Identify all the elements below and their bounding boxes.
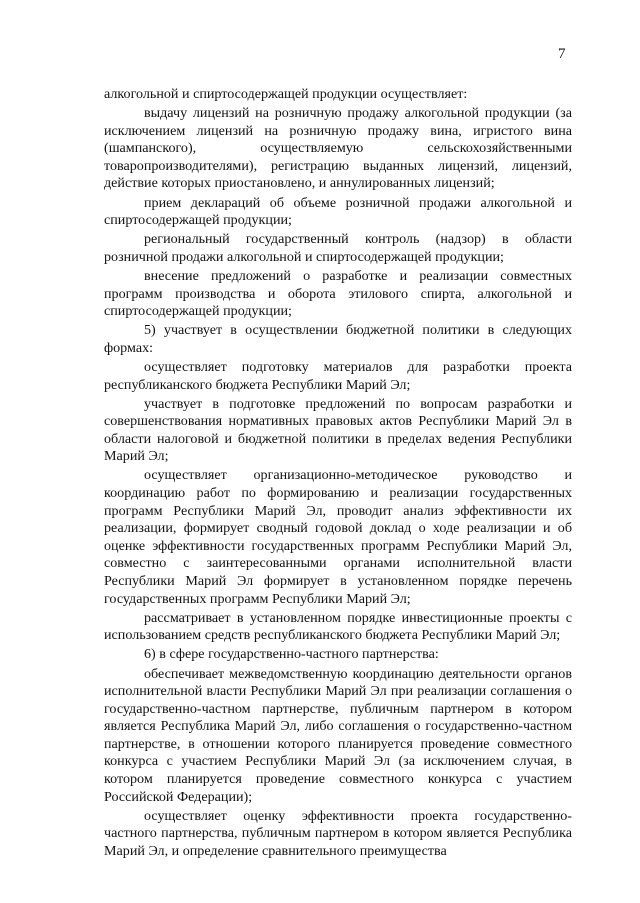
paragraph-joint-programs: внесение предложений о разработке и реализации совместных программ производства и оборота этилового спирта, алкогольной и спиртосодержащей продукции;	[104, 267, 572, 320]
paragraph-investment-projects: рассматривает в установленном порядке инвестиционные проекты с использованием средств республиканского бюджета Республики Марий Эл;	[104, 609, 572, 644]
paragraph-item-6-ppp: 6) в сфере государственно-частного партнерства:	[144, 646, 439, 663]
paragraph-ppp-evaluation: осуществляет оценку эффективности проекта государственно-частного партнерства, публичным партнером в котором является Республика Марий Эл, и определение сравнительного преимущества	[104, 807, 572, 859]
paragraph-regional-control: региональный государственный контроль (надзор) в области розничной продажи алкогольной и спиртосодержащей продукции;	[104, 231, 572, 265]
paragraph-legal-acts: участвует в подготовке предложений по вопросам разработки и совершенствования нормативных правовых актов Республики Марий Эл в области налоговой и бюджетной политики в пределах ведения Республики Марий Эл;	[104, 395, 572, 465]
paragraph-license-issuance: выдачу лицензий на розничную продажу алкогольной продукции (за исключением лицензий на розничную продажу вина, игристого вина (шампанского), осуществляемую сельскохозяйственными товаропроизводителями), регистрацию выданных лицензий, лицензий, действие которых приостановлено, и аннулированных лицензий;	[104, 105, 572, 192]
paragraph-state-programs: осуществляет организационно-методическое руководство и координацию работ по формированию и реализации государственных программ Республики Марий Эл, проводит анализ эффективности их реализации, формирует сводный годовой доклад о ходе реализации и об оценке эффективности государственных программ Республики Марий Эл, совместно с заинтересованными органами исполнительной власти Республики Марий Эл формирует в установленном порядке перечень государственных программ Республики Марий Эл;	[104, 467, 572, 607]
paragraph-declarations: прием деклараций об объеме розничной продажи алкогольной и спиртосодержащей продукции;	[104, 194, 572, 229]
paragraph-intro-continuation: алкогольной и спиртосодержащей продукции осуществляет:	[104, 86, 468, 102]
document-body	[104, 86, 572, 861]
paragraph-ppp-coordination: обеспечивает межведомственную координацию деятельности органов исполнительной власти Республики Марий Эл при реализации соглашения о государственно-частном партнерстве, публичным партнером в котором является Республика Марий Эл, либо соглашения о государственно-частном партнерстве, в отношении которого планируется проведение совместного конкурса с участием Республики Марий Эл (за исключением случая, в котором планируется проведение совместного конкурса с участием Российской Федерации);	[104, 665, 572, 805]
paragraph-item-5-budget-policy: 5) участвует в осуществлении бюджетной политики в следующих формах:	[104, 322, 572, 356]
page-number: 7	[558, 46, 566, 62]
paragraph-budget-materials: осуществляет подготовку материалов для разработки проекта республиканского бюджета Республики Марий Эл;	[104, 358, 572, 393]
